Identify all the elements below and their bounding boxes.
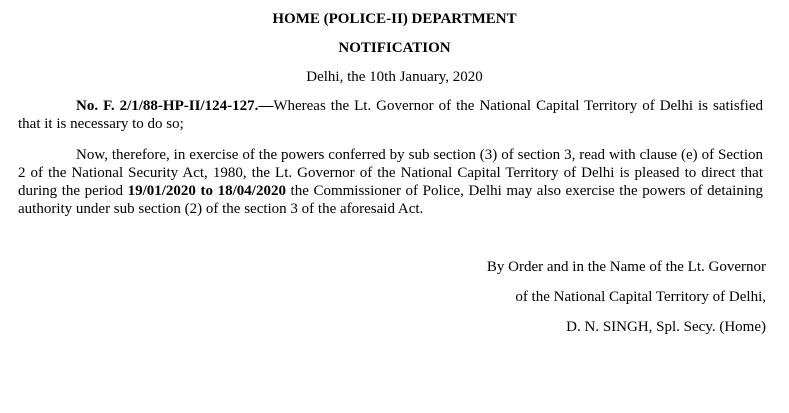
order-text-before: Now, therefore, in exercise of the powers conferred by sub section (3) of section 3, read with clause (e) of Section 2 of the National Security Act, 1980, the Lt. Governor of the National Capital Territory of Delhi is pleased to direct that during the period — [18, 147, 763, 199]
department-heading: HOME (POLICE-II) DEPARTMENT — [272, 11, 517, 27]
signature-line-signatory: D. N. SINGH, Spl. Secy. (Home) — [566, 319, 766, 335]
paragraph-whereas — [18, 97, 763, 133]
reference-number: No. F. 2/1/88-HP-II/124-127.— — [76, 98, 274, 114]
whereas-text: Whereas the Lt. Governor of the National Capital Territory of Delhi is satisfied that it is necessary to do so; — [18, 98, 763, 132]
order-period: 19/01/2020 to 18/04/2020 — [127, 183, 286, 199]
paragraph-order — [18, 146, 763, 218]
order-text-after: the Commissioner of Police, Delhi may also exercise the powers of detaining authority under sub section (2) of the section 3 of the aforesaid Act. — [18, 183, 764, 217]
signature-line-order: By Order and in the Name of the Lt. Governor — [486, 259, 766, 275]
dateline: Delhi, the 10th January, 2020 — [306, 69, 483, 85]
signature-line-territory: of the National Capital Territory of Delhi, — [515, 289, 766, 305]
notification-title: NOTIFICATION — [338, 40, 451, 56]
